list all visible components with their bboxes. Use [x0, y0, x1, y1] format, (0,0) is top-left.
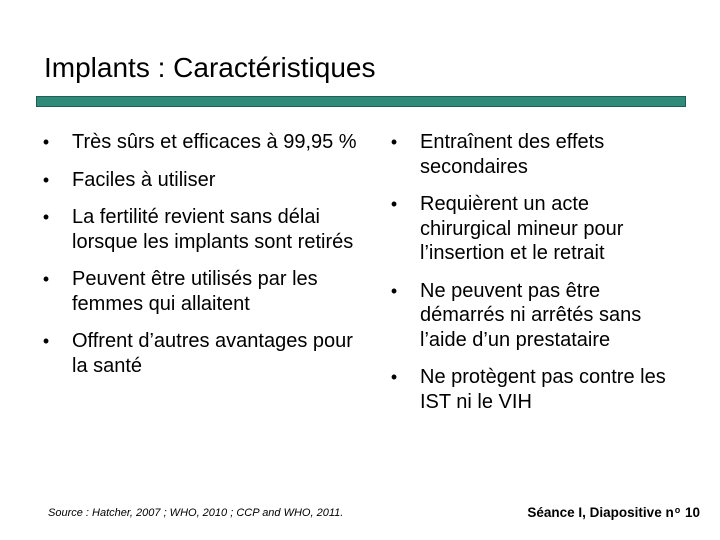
list-item-text: Très sûrs et efficaces à 99,95 % — [72, 131, 357, 153]
list-item — [36, 168, 366, 193]
list-item-text: La fertilité revient sans délai lorsque les implants sont retirés — [72, 206, 354, 253]
advantages-list — [36, 130, 366, 391]
slide-number-value: 10 — [684, 505, 700, 520]
list-item — [36, 329, 366, 378]
list-item-text: Ne peuvent pas être démarrés ni arrêtés sans l’aide d’un prestataire — [420, 279, 642, 351]
slide-number-superscript: o — [674, 505, 681, 515]
bullet-icon: • — [42, 331, 50, 351]
list-item-text: Entraînent des effets secondaires — [420, 131, 605, 178]
list-item — [36, 205, 366, 254]
list-item-text: Requièrent un acte chirurgical mineur pour l’insertion et le retrait — [420, 193, 624, 264]
disadvantages-list — [384, 130, 684, 427]
list-item-text: Ne protègent pas contre les IST ni le VIH — [420, 366, 666, 413]
bullet-icon: • — [390, 280, 398, 301]
bullet-icon: • — [390, 132, 398, 152]
slide-number-prefix: Séance I, Diapositive n — [527, 505, 674, 520]
list-item — [384, 365, 684, 414]
bullet-icon: • — [42, 269, 50, 289]
bullet-icon: • — [42, 207, 50, 227]
list-item — [36, 267, 366, 316]
bullet-icon: • — [42, 169, 50, 190]
list-item — [384, 192, 684, 266]
bullet-icon: • — [390, 367, 398, 387]
list-item-text: Offrent d’autres avantages pour la santé — [72, 330, 353, 377]
list-item — [384, 279, 684, 353]
list-item — [384, 130, 684, 179]
source-citation: Source : Hatcher, 2007 ; WHO, 2010 ; CCP and WHO, 2011. — [48, 507, 344, 519]
slide-number — [527, 505, 700, 520]
bullet-icon: • — [390, 194, 398, 214]
bullet-icon: • — [42, 132, 50, 152]
title-underline-bar — [36, 96, 686, 107]
list-item — [36, 130, 366, 155]
slide-title: Implants : Caractéristiques — [44, 52, 376, 83]
list-item-text: Peuvent être utilisés par les femmes qui allaitent — [72, 268, 318, 315]
list-item-text: Faciles à utiliser — [72, 168, 216, 191]
